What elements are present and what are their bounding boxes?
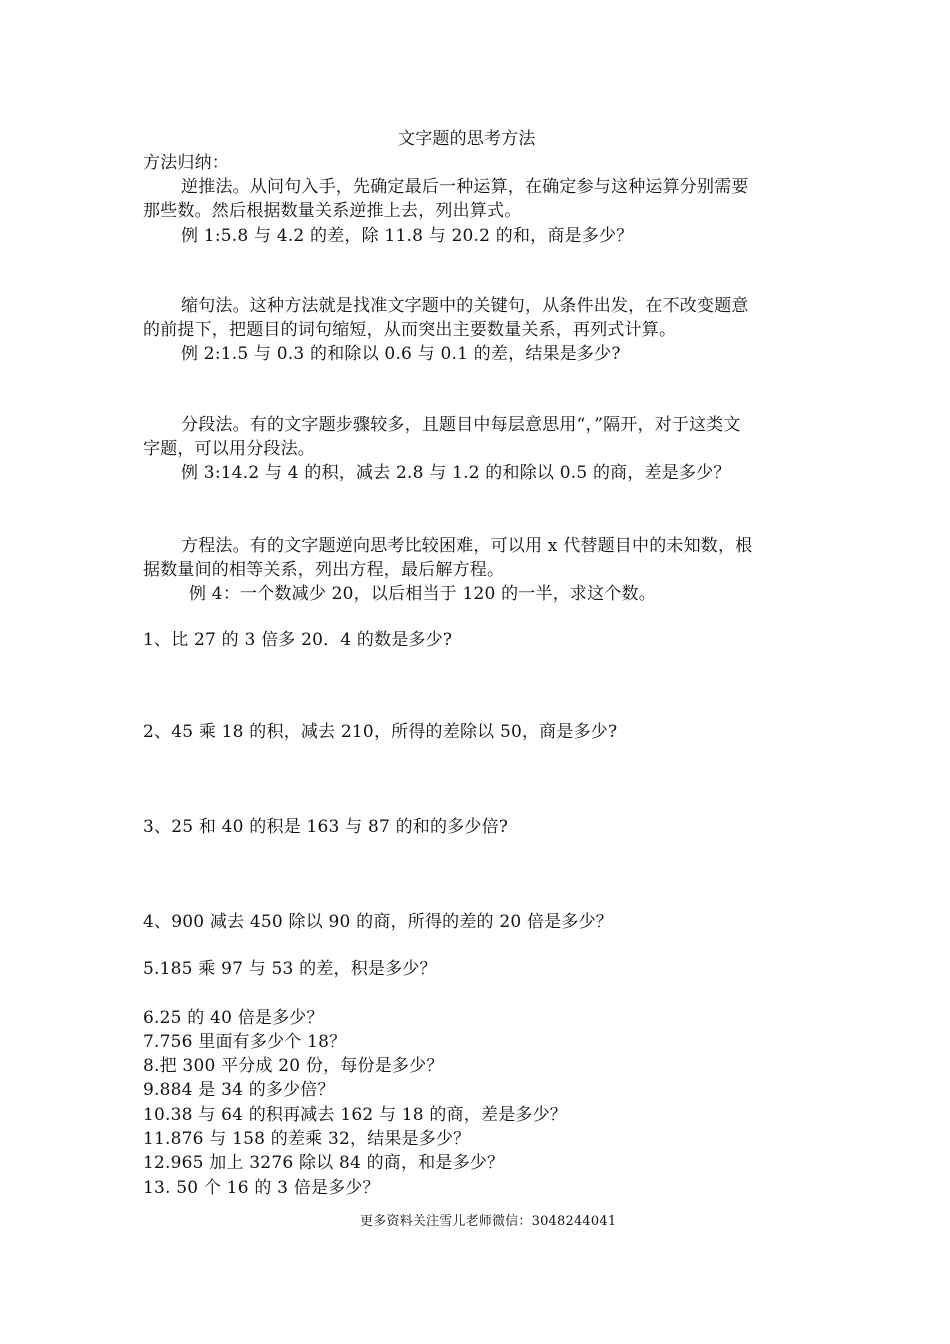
exercise-5: 5.185 乘 97 与 53 的差，积是多少？ (143, 959, 437, 979)
exercise-2: 2、45 乘 18 的积，减去 210，所得的差除以 50，商是多少? (143, 722, 618, 742)
exercise-10: 10.38 与 64 的积再减去 162 与 18 的商，差是多少？ (143, 1105, 568, 1125)
method-3-line-1: 分段法。有的文字题步骤较多，且题目中每层意思用“，”隔开，对于这类文 (181, 415, 741, 435)
exercise-8: 8.把 300 平分成 20 份，每份是多少？ (143, 1056, 444, 1076)
method-1-example: 例 1:5.8 与 4.2 的差，除 11.8 与 20.2 的和，商是多少？ (181, 226, 634, 246)
page-footer: 更多资料关注雪儿老师微信：3048244041 (360, 1214, 617, 1229)
method-1-line-2: 那些数。然后根据数量关系逆推上去，列出算式。 (143, 201, 522, 221)
section-heading: 方法归纳： (143, 153, 229, 173)
method-4-line-2: 据数量间的相等关系，列出方程，最后解方程。 (143, 560, 505, 580)
exercise-11: 11.876 与 158 的差乘 32，结果是多少？ (143, 1129, 471, 1149)
exercise-3: 3、25 和 40 的积是 163 与 87 的和的多少倍? (143, 817, 509, 837)
exercise-7: 7.756 里面有多少个 18？ (143, 1032, 347, 1052)
method-2-line-1: 缩句法。这种方法就是找准文字题中的关键句，从条件出发，在不改变题意 (181, 296, 749, 316)
method-1-line-1: 逆推法。从问句入手，先确定最后一种运算，在确定参与这种运算分别需要 (181, 177, 749, 197)
exercise-6: 6.25 的 40 倍是多少？ (143, 1008, 324, 1028)
method-4-example: 例 4：一个数减少 20，以后相当于 120 的一半，求这个数。 (189, 584, 656, 604)
method-3-example: 例 3:14.2 与 4 的积，减去 2.8 与 1.2 的和除以 0.5 的商，差是多少？ (181, 463, 731, 483)
exercise-9: 9.884 是 34 的多少倍？ (143, 1080, 335, 1100)
method-2-example: 例 2:1.5 与 0.3 的和除以 0.6 与 0.1 的差，结果是多少? (181, 344, 621, 364)
method-4-line-1: 方程法。有的文字题逆向思考比较困难，可以用 x 代替题目中的未知数，根 (181, 536, 753, 556)
exercise-4: 4、900 减去 450 除以 90 的商，所得的差的 20 倍是多少？ (143, 912, 614, 932)
method-2-line-2: 的前提下，把题目的词句缩短，从而突出主要数量关系，再列式计算。 (143, 320, 677, 340)
exercise-12: 12.965 加上 3276 除以 84 的商，和是多少？ (143, 1153, 505, 1173)
exercise-13: 13. 50 个 16 的 3 倍是多少？ (143, 1178, 380, 1198)
method-3-line-2: 字题，可以用分段法。 (143, 439, 315, 459)
exercise-1: 1、比 27 的 3 倍多 20．4 的数是多少? (143, 630, 453, 650)
page-title: 文字题的思考方法 (398, 129, 536, 149)
